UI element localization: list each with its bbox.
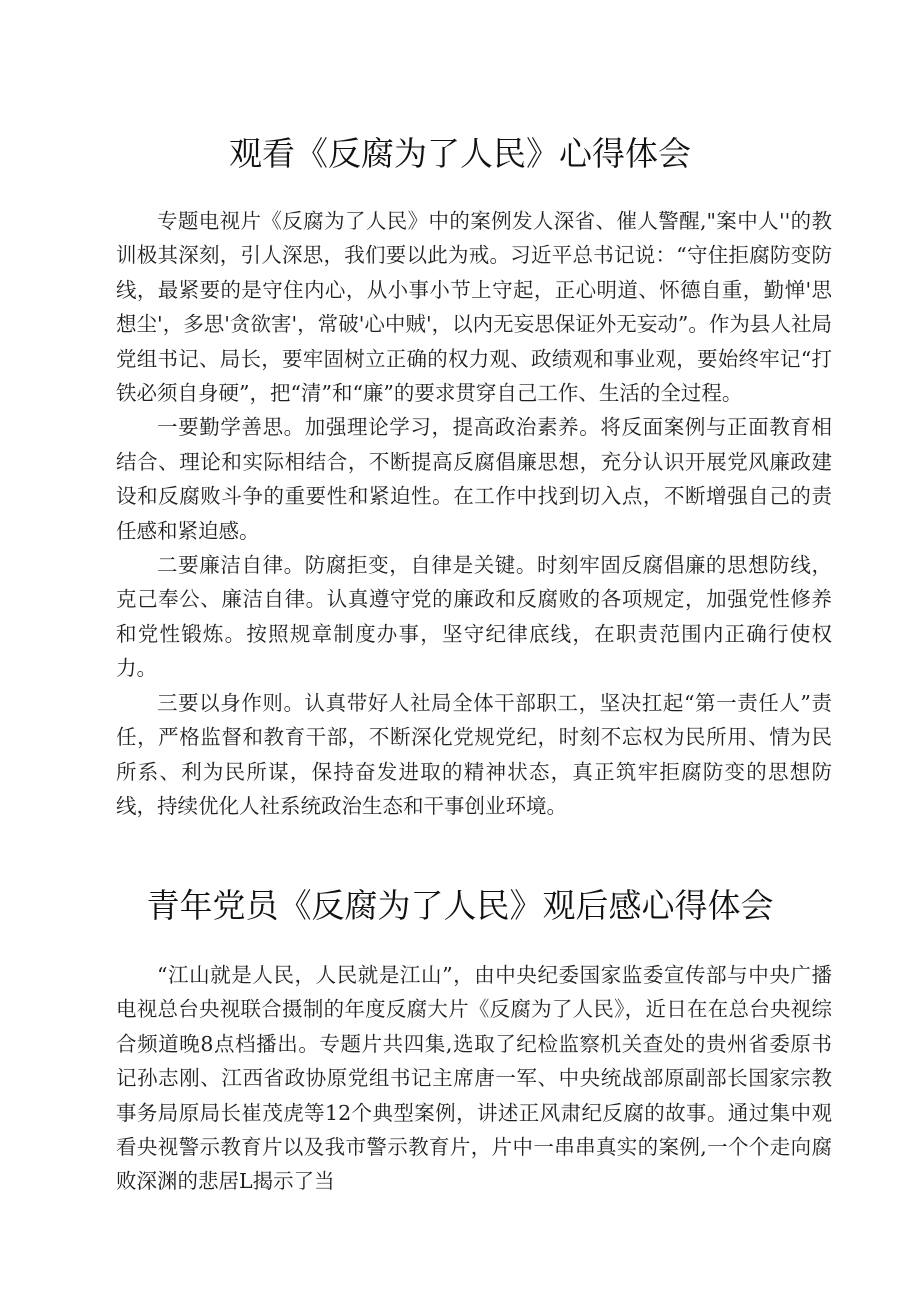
section-1-paragraph-4: 三要以身作则。认真带好人社局全体干部职工，坚决扛起“第一责任人”责任，严格监督和教育干部，不断深化党规党纪，时刻不忘权为民所用、情为民所系、利为民所谋，保持奋发进取的精神状态，真正筑牢拒腐防变的思想防线，持续优化人社系统政治生态和干事创业环境。 (116, 690, 832, 818)
section-2-title: 青年党员《反腐为了人民》观后感心得体会 (146, 886, 774, 925)
section-1-paragraph-1: 专题电视片《反腐为了人民》中的案例发人深省、催人警醒,"案中人''的教训极其深刻，引人深思，我们要以此为戒。习近平总书记说：“守住拒腐防变防线，最紧要的是守住内心，从小事小节上守起，正心明道、怀德自重，勤惮'思想尘'，多思'贪欲害'，常破'心中贼'，以内无妄思保证外无妄动”。作为县人社局党组书记、局长，要牢固树立正确的权力观、政绩观和事业观，要始终牢记“打铁必须自身硬”，把“清”和“廉”的要求贯穿自己工作、生活的全过程。 (116, 209, 832, 406)
section-1-paragraph-2: 一要勤学善思。加强理论学习，提高政治素养。将反面案例与正面教育相结合、理论和实际相结合，不断提高反腐倡廉思想，充分认识开展党风廉政建设和反腐败斗争的重要性和紧迫性。在工作中找到切入点，不断增强自己的责任感和紧迫感。 (116, 415, 832, 543)
section-1-paragraph-3: 二要廉洁自律。防腐拒变，自律是关键。时刻牢固反腐倡廉的思想防线，克己奉公、廉洁自律。认真遵守党的廉政和反腐败的各项规定，加强党性修养和党性锻炼。按照规章制度办事，坚守纪律底线，在职责范围内正确行使权力。 (116, 553, 832, 681)
section-2-body (116, 958, 832, 1199)
section-2-paragraph-1: “江山就是人民，人民就是江山”，由中央纪委国家监委宣传部与中央广播电视总台央视联合摄制的年度反腐大片《反腐为了人民》，近日在在总台央视综合频道晚8点档播出。专题片共四集,选取了纪检监察机关查处的贵州省委原书记孙志刚、江西省政协原党组书记主席唐一军、中央统战部原副部长国家宗教事务局原局长崔茂虎等12个典型案例，讲述正风肃纪反腐的故事。通过集中观看央视警示教育片以及我市警示教育片，片中一串串真实的案例,一个个走向腐败深渊的悲居L揭示了当 (116, 963, 832, 1194)
section-1-body (116, 204, 832, 823)
section-1-title: 观看《反腐为了人民》心得体会 (229, 134, 691, 173)
